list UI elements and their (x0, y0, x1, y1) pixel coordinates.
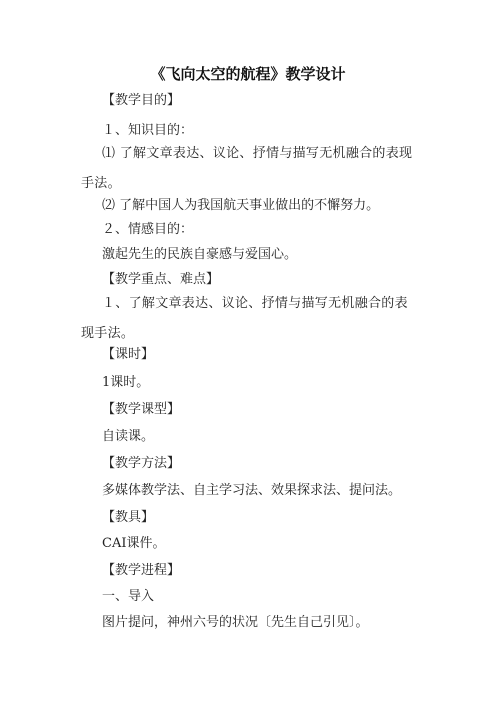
paragraph-teaching-methods: 多媒体教学法、自主学习法、效果探求法、提问法。 (102, 483, 402, 498)
section-heading-teaching-methods: 【教学方法】 (102, 456, 181, 471)
section-heading-objectives: 【教学目的】 (102, 93, 181, 108)
subheading-emotional-objectives: ２、情感目的： (102, 222, 194, 237)
paragraph-lesson-type: 自读课。 (102, 429, 155, 444)
subheading-introduction: 一、导入 (102, 589, 155, 604)
paragraph-introduction: 图片提问，神州六号的状况〔先生自己引见〕。 (102, 615, 369, 630)
paragraph-teaching-aids: CAI课件。 (102, 536, 166, 551)
section-heading-teaching-process: 【教学进程】 (102, 563, 181, 578)
subheading-knowledge-objectives: １、知识目的： (102, 123, 194, 138)
section-heading-key-points: 【教学重点、难点】 (102, 272, 220, 287)
paragraph-knowledge-objective-1: ⑴ 了解文章表达、议论、抒情与描写无机融合的表现手法。 (81, 146, 413, 191)
paragraph-knowledge-objective-2: ⑵ 了解中国人为我国航天事业做出的不懈努力。 (102, 198, 380, 213)
section-heading-lesson-type: 【教学课型】 (102, 402, 181, 417)
section-heading-teaching-aids: 【教具】 (102, 510, 155, 525)
paragraph-key-point-1: １、了解文章表达、议论、抒情与描写无机融合的表现手法。 (81, 296, 408, 341)
section-heading-class-hours: 【课时】 (102, 347, 155, 362)
document-title: 《飞向太空的航程》教学设计 (150, 65, 346, 83)
paragraph-emotional-objective: 激起先生的民族自豪感与爱国心。 (102, 247, 298, 262)
paragraph-class-hours: 1课时。 (102, 375, 150, 390)
